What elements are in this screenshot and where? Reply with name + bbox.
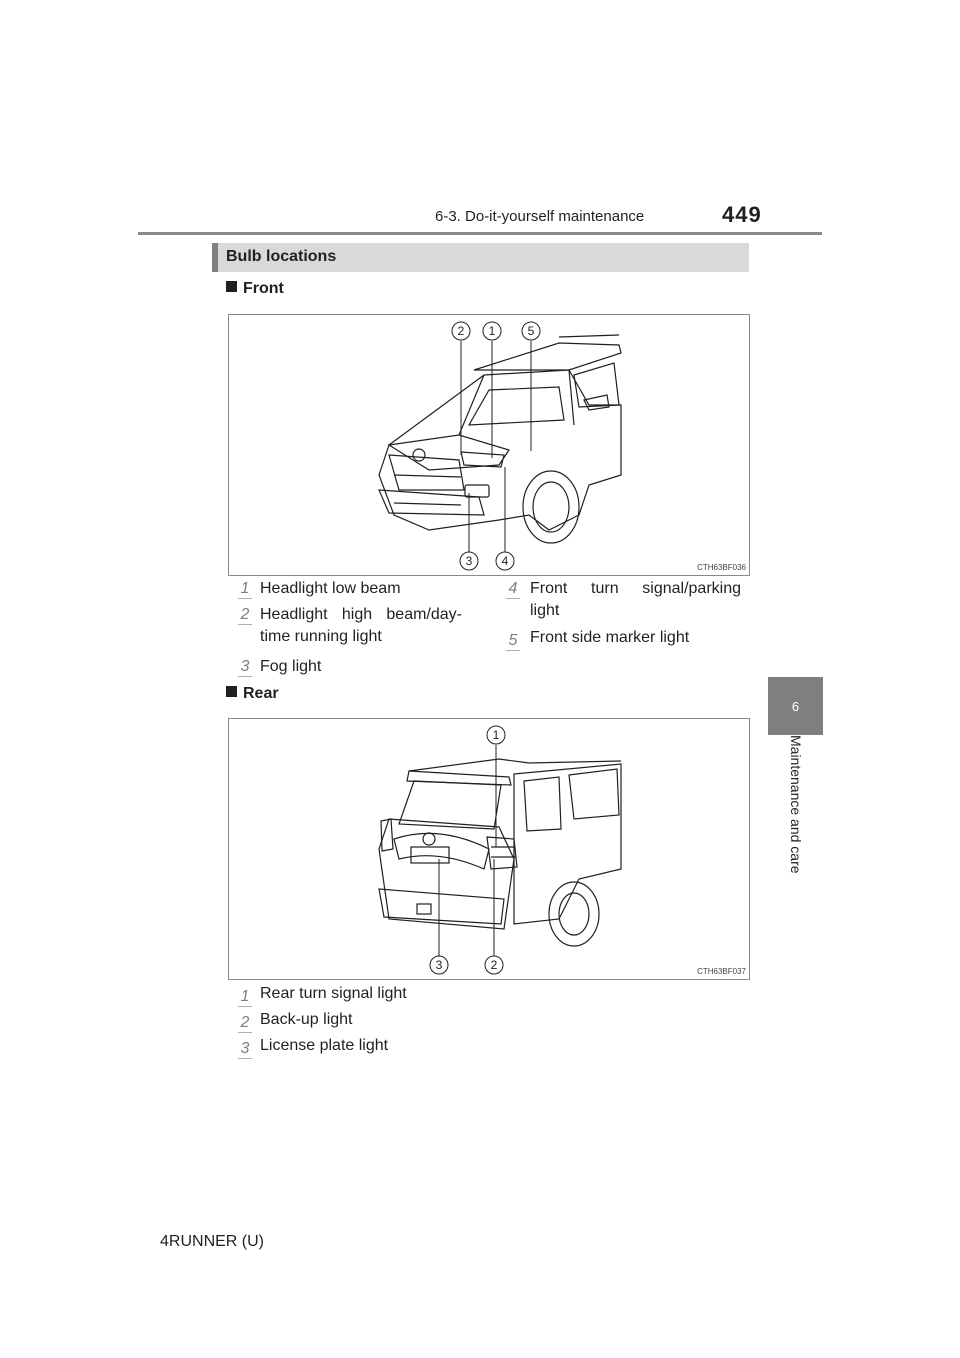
rear-heading xyxy=(226,685,279,703)
rear-figure-code: CTH63BF037 xyxy=(697,967,746,976)
rear-heading-text: Rear xyxy=(243,685,279,702)
front-heading-text: Front xyxy=(243,280,284,297)
legend-number: 3 xyxy=(238,1040,252,1059)
legend-text: Headlight high beam/day- xyxy=(260,606,462,623)
front-vehicle-illustration xyxy=(229,315,749,575)
svg-text:1: 1 xyxy=(488,324,496,338)
svg-text:4: 4 xyxy=(501,554,509,568)
rear-callout-2 xyxy=(485,956,503,974)
svg-text:1: 1 xyxy=(492,728,500,742)
front-heading xyxy=(226,280,284,298)
svg-text:3: 3 xyxy=(435,958,443,972)
legend-text: Front side marker light xyxy=(530,629,690,646)
front-bulb-figure xyxy=(228,314,750,576)
chapter-tab xyxy=(768,677,823,735)
square-bullet-icon xyxy=(226,686,237,697)
footer-model: 4RUNNER (U) xyxy=(160,1233,264,1250)
legend-text: light xyxy=(530,602,560,619)
legend-text: Rear turn signal light xyxy=(260,985,407,1002)
chapter-title: Maintenance and care xyxy=(788,735,804,874)
legend-number: 1 xyxy=(238,988,252,1007)
front-callout-3 xyxy=(460,552,478,570)
front-callout-4 xyxy=(496,552,514,570)
legend-number: 5 xyxy=(506,632,520,651)
page-number: 449 xyxy=(722,202,762,227)
header-divider xyxy=(138,232,822,235)
legend-number: 1 xyxy=(238,580,252,599)
svg-text:2: 2 xyxy=(457,324,465,338)
legend-text: Headlight low beam xyxy=(260,580,401,597)
running-header-section: 6-3. Do-it-yourself maintenance xyxy=(435,208,645,225)
chapter-number: 6 xyxy=(791,699,800,714)
section-title: Bulb locations xyxy=(226,248,337,265)
front-callout-5 xyxy=(522,322,540,340)
legend-number: 2 xyxy=(238,606,252,625)
legend-text: Fog light xyxy=(260,658,322,675)
rear-callout-1 xyxy=(487,726,505,744)
legend-text: time running light xyxy=(260,628,382,645)
svg-text:3: 3 xyxy=(465,554,473,568)
rear-callout-3 xyxy=(430,956,448,974)
legend-text: Back-up light xyxy=(260,1011,353,1028)
section-title-bar xyxy=(212,243,749,272)
front-figure-code: CTH63BF036 xyxy=(697,563,746,572)
legend-number: 4 xyxy=(506,580,520,599)
svg-text:2: 2 xyxy=(490,958,498,972)
svg-text:5: 5 xyxy=(527,324,535,338)
legend-number: 3 xyxy=(238,658,252,677)
front-callout-2 xyxy=(452,322,470,340)
legend-number: 2 xyxy=(238,1014,252,1033)
legend-text: Front turn signal/parking xyxy=(530,580,741,597)
legend-text: License plate light xyxy=(260,1037,389,1054)
rear-vehicle-illustration xyxy=(229,719,749,979)
square-bullet-icon xyxy=(226,281,237,292)
front-callout-1 xyxy=(483,322,501,340)
rear-bulb-figure xyxy=(228,718,750,980)
